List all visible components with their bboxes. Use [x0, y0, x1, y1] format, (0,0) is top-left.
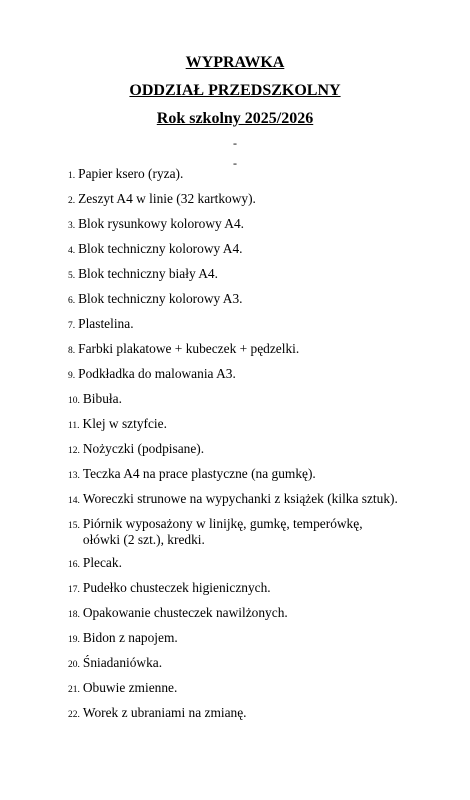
list-item	[68, 605, 398, 623]
dash-separator: -	[233, 136, 237, 150]
list-item-text: Zeszyt A4 w linie (32 kartkowy).	[78, 191, 256, 206]
list-item-number: 10.	[68, 396, 80, 406]
list-item	[68, 166, 398, 184]
list-item-text: Nożyczki (podpisane).	[82, 441, 205, 456]
list-item-text: Blok techniczny kolorowy A4.	[78, 241, 243, 256]
list-item-number: 16.	[68, 560, 80, 570]
list-item	[68, 391, 398, 409]
list-item	[68, 516, 398, 548]
list-item	[68, 680, 398, 698]
list-item-number: 14.	[68, 496, 80, 506]
list-item	[68, 655, 398, 673]
list-item-number: 22.	[68, 710, 80, 720]
list-item-text: Blok rysunkowy kolorowy A4.	[78, 216, 245, 231]
list-item-text: Blok techniczny biały A4.	[78, 266, 218, 281]
list-item	[68, 630, 398, 648]
list-item-text: Teczka A4 na prace plastyczne (na gumkę).	[82, 466, 316, 481]
list-item-text: Plecak.	[82, 555, 122, 570]
list-item	[68, 266, 398, 284]
list-item	[68, 580, 398, 598]
list-item-number: 11.	[68, 421, 80, 431]
list-item	[68, 191, 398, 209]
list-item-text: Klej w sztyfcie.	[82, 416, 167, 431]
list-item-text: Woreczki strunowe na wypychanki z książek (kilka sztuk).	[82, 491, 398, 506]
list-item-number: 4.	[68, 246, 76, 256]
list-item	[68, 441, 398, 459]
list-item-number: 20.	[68, 660, 80, 670]
list-item-text: Bidon z napojem.	[82, 630, 178, 645]
list-item	[68, 341, 398, 359]
list-item	[68, 291, 398, 309]
list-item	[68, 366, 398, 384]
list-item	[68, 491, 398, 509]
list-item	[68, 416, 398, 434]
list-item-number: 8.	[68, 346, 76, 356]
list-item-text: Śniadaniówka.	[82, 655, 163, 670]
list-item	[68, 555, 398, 573]
list-item-number: 21.	[68, 685, 80, 695]
list-item-number: 7.	[68, 321, 76, 331]
list-item-number: 18.	[68, 610, 80, 620]
list-item-text: Opakowanie chusteczek nawilżonych.	[82, 605, 288, 620]
list-item-number: 1.	[68, 171, 76, 181]
list-item-number: 15.	[68, 521, 80, 531]
list-item-text: Podkładka do malowania A3.	[78, 366, 236, 381]
list-item	[68, 241, 398, 259]
list-item-text: Papier ksero (ryza).	[78, 166, 184, 181]
list-item-number: 17.	[68, 585, 80, 595]
list-item-number: 13.	[68, 471, 80, 481]
list-item-text: Plastelina.	[78, 316, 134, 331]
list-item-text: Bibuła.	[82, 391, 122, 406]
list-item-text: Piórnik wyposażony w linijkę, gumkę, temperówkę, ołówki (2 szt.), kredki.	[82, 516, 363, 547]
list-item-text: Worek z ubraniami na zmianę.	[82, 705, 247, 720]
list-item-number: 12.	[68, 446, 80, 456]
list-item	[68, 216, 398, 234]
document-subtitle-school-year: Rok szkolny 2025/2026	[156, 110, 314, 127]
list-item-number: 6.	[68, 296, 76, 306]
document-subtitle-department: ODDZIAŁ PRZEDSZKOLNY	[129, 82, 341, 99]
supply-list	[68, 166, 398, 730]
list-item-text: Blok techniczny kolorowy A3.	[78, 291, 243, 306]
list-item-number: 3.	[68, 221, 76, 231]
document-title: WYPRAWKA	[185, 54, 285, 71]
list-item-number: 2.	[68, 196, 76, 206]
document-header	[0, 49, 470, 173]
list-item-number: 5.	[68, 271, 76, 281]
list-item-number: 19.	[68, 635, 80, 645]
list-item	[68, 705, 398, 723]
list-item	[68, 316, 398, 334]
list-item-text: Farbki plakatowe + kubeczek + pędzelki.	[78, 341, 300, 356]
list-item-text: Pudełko chusteczek higienicznych.	[82, 580, 271, 595]
list-item-text: Obuwie zmienne.	[82, 680, 178, 695]
list-item-number: 9.	[68, 371, 76, 381]
list-item	[68, 466, 398, 484]
dash-separator: -	[233, 156, 237, 170]
